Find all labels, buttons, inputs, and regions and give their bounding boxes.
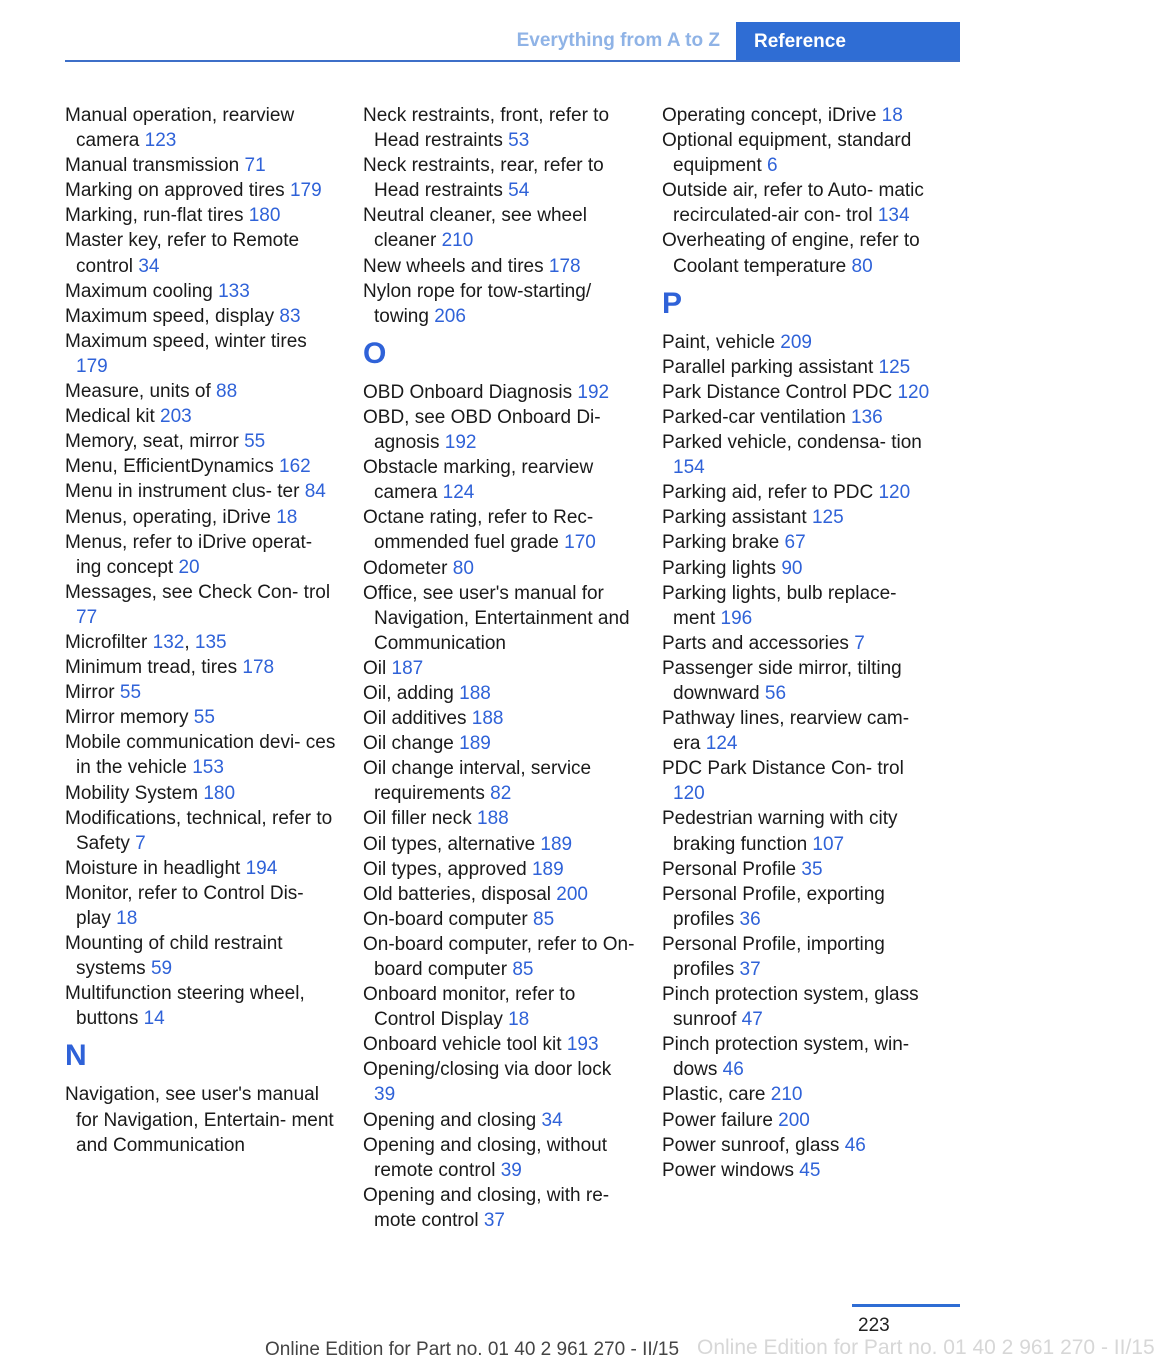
page-reference-link[interactable]: 187: [391, 657, 424, 679]
page-reference-link[interactable]: 123: [144, 130, 177, 152]
index-entry: [662, 505, 934, 530]
index-entry-term: Personal Profile: [662, 858, 802, 880]
header-divider: [65, 60, 960, 62]
index-entry: [65, 454, 337, 479]
index-entry: [65, 981, 337, 1031]
index-entry-term: Old batteries, disposal: [363, 883, 557, 905]
page-reference-link[interactable]: 46: [844, 1134, 866, 1156]
page-reference-link[interactable]: 34: [138, 255, 160, 277]
page-reference-link[interactable]: 134: [877, 205, 910, 227]
index-entry: [662, 756, 934, 806]
page-reference-link[interactable]: 55: [119, 682, 142, 704]
index-entry-term: Parked-car ventilation: [662, 406, 852, 428]
page-number: 223: [858, 1315, 890, 1336]
index-entry: [363, 857, 635, 882]
page-reference-link[interactable]: 85: [512, 959, 534, 980]
index-entry-term: Measure, units of: [65, 381, 217, 403]
page-reference-link[interactable]: 132: [152, 631, 185, 653]
index-entry-term: Onboard monitor, refer to Control Display: [363, 984, 576, 1031]
index-entry-term: Office, see user's manual for Navigation, Entertainment and Communication: [363, 582, 630, 654]
index-entry-term: Medical kit: [65, 406, 161, 428]
index-entry: [65, 153, 337, 178]
index-entry: [363, 455, 635, 505]
index-entry-term: Parking brake: [662, 532, 785, 554]
page-reference-link[interactable]: 83: [279, 305, 301, 327]
page-reference-link[interactable]: 77: [76, 606, 98, 628]
page-reference-link[interactable]: 45: [799, 1159, 821, 1181]
page-reference-link[interactable]: 18: [881, 105, 903, 126]
page-reference-link[interactable]: 125: [878, 356, 911, 378]
index-entry: [363, 832, 635, 857]
page-reference-link[interactable]: 71: [244, 155, 266, 177]
page-reference-link[interactable]: 203: [160, 406, 192, 428]
index-entry: [662, 178, 934, 228]
page-reference-link[interactable]: 154: [673, 457, 705, 479]
page-reference-link[interactable]: 55: [193, 707, 215, 729]
index-entry-term: Mounting of child restraint systems: [65, 933, 283, 980]
index-entry-term: Menus, refer to iDrive operat‐ ing concept: [65, 531, 313, 578]
index-entry: [662, 857, 934, 882]
footer-divider: [852, 1304, 960, 1307]
index-entry-term: Odometer: [363, 557, 453, 579]
index-entry-term: Opening and closing, with re‐ mote control: [363, 1184, 610, 1231]
index-entry: [662, 882, 934, 932]
index-entry: [65, 479, 337, 504]
index-letter-heading: P: [662, 286, 683, 320]
page-reference-link[interactable]: 170: [564, 532, 596, 554]
index-entry: [65, 655, 337, 680]
index-entry: [662, 103, 934, 128]
index-entry-term: Overheating of engine, refer to Coolant temperature: [662, 230, 920, 277]
index-entry: [662, 1032, 934, 1082]
index-entry-term: Maximum speed, winter tires: [65, 330, 307, 352]
page-reference-link[interactable]: 125: [811, 507, 844, 529]
index-entry-term: Master key, refer to Remote control: [65, 230, 300, 277]
index-entry: [65, 856, 337, 881]
page-reference-link[interactable]: 80: [452, 557, 474, 579]
index-entry: [363, 681, 635, 706]
page-reference-link[interactable]: 194: [245, 857, 278, 879]
index-entry: [363, 254, 635, 279]
index-entry: [363, 1108, 635, 1133]
index-entry: [363, 706, 635, 731]
page-reference-link[interactable]: 18: [116, 908, 138, 929]
index-entry: [363, 1183, 635, 1233]
index-entry-term: Maximum speed, display: [65, 305, 280, 327]
index-entry-term: Parked vehicle, condensa‐ tion: [662, 432, 922, 454]
header-reference-tab[interactable]: Reference: [736, 22, 960, 62]
page-reference-link[interactable]: 178: [242, 657, 275, 679]
index-entry: [662, 380, 934, 405]
watermark: Online Edition for Part no. 01 40 2 961 270 - II/15: [697, 1336, 1155, 1359]
index-entry-term: Oil filler neck: [363, 808, 478, 830]
index-entry: [363, 103, 635, 153]
index-entry: [662, 1158, 934, 1183]
index-entry-term: Pinch protection system, win‐ dows: [662, 1034, 910, 1081]
page-reference-link[interactable]: 7: [135, 832, 146, 854]
page-reference-link[interactable]: 206: [434, 305, 466, 327]
index-entry-term: Neck restraints, rear, refer to Head restraints: [363, 155, 604, 202]
index-entry: [363, 806, 635, 831]
index-entry-term: Memory, seat, mirror: [65, 431, 245, 453]
page-reference-link[interactable]: 6: [767, 155, 778, 177]
page-reference-link[interactable]: 120: [878, 482, 911, 504]
page-reference-link[interactable]: 88: [216, 381, 238, 403]
page-reference-link[interactable]: 209: [780, 331, 812, 353]
index-entry: [363, 380, 635, 405]
index-entry: [662, 556, 934, 581]
index-entry-term: Nylon rope for tow-starting/ towing: [363, 280, 592, 327]
index-entry-term: Park Distance Control PDC: [662, 381, 898, 403]
page-reference-link[interactable]: 55: [244, 431, 266, 453]
index-entry-term: Multifunction steering wheel, buttons: [65, 983, 305, 1030]
page-reference-link[interactable]: 192: [577, 381, 610, 403]
index-entry: [662, 982, 934, 1032]
index-entry: [662, 932, 934, 982]
index-entry: [662, 706, 934, 756]
index-entry-term: Navigation, see user's manual for Navigation, Entertain‐ ment and Communication: [65, 1084, 334, 1156]
index-entry-term: New wheels and tires: [363, 255, 549, 277]
index-entry: [662, 806, 934, 856]
index-entry-term: Oil additives: [363, 708, 472, 730]
index-entry: [363, 1057, 635, 1107]
index-entry: [65, 279, 337, 304]
index-entry-term: Mobile communication devi‐ ces in the vehicle: [65, 732, 336, 779]
index-entry: [65, 429, 337, 454]
index-entry-term: Oil types, approved: [363, 858, 532, 880]
index-entry: [65, 329, 337, 379]
page-reference-link[interactable]: 188: [459, 682, 491, 704]
index-entry-term: Operating concept, iDrive: [662, 105, 882, 126]
index-entry-term: Opening and closing, without remote control: [363, 1134, 607, 1181]
index-entry: [363, 756, 635, 806]
index-entry-term: OBD, see OBD Onboard Di‐ agnosis: [363, 406, 601, 454]
index-entry-term: Power failure: [662, 1109, 779, 1131]
index-entry-term: Microfilter: [65, 631, 153, 653]
index-entry-term: Optional equipment, standard equipment: [662, 130, 912, 177]
index-entry-term: Parking aid, refer to PDC: [662, 482, 879, 504]
page-reference-link[interactable]: 193: [566, 1034, 599, 1056]
page-reference-link[interactable]: 210: [441, 230, 474, 252]
page-reference-link[interactable]: 153: [192, 757, 224, 779]
index-entry: [65, 203, 337, 228]
index-entry-term: On-board computer, refer to On-board computer: [363, 933, 635, 980]
page-reference-link[interactable]: 136: [851, 406, 883, 428]
page-reference-link[interactable]: 20: [178, 556, 200, 578]
index-entry: [662, 656, 934, 706]
page-reference-link[interactable]: 133: [218, 280, 250, 302]
index-entry-term: Parallel parking assistant: [662, 356, 879, 378]
index-entry-term: OBD Onboard Diagnosis: [363, 381, 578, 403]
index-entry-term: Menus, operating, iDrive: [65, 506, 277, 528]
page-reference-link[interactable]: 36: [739, 908, 761, 930]
index-entry: [65, 680, 337, 705]
index-letter-heading: N: [65, 1039, 87, 1073]
edition-footer: Online Edition for Part no. 01 40 2 961 270 - II/15: [265, 1339, 680, 1360]
index-letter-heading: O: [363, 336, 387, 370]
index-entry: [65, 304, 337, 329]
index-entry-term: Obstacle marking, rearview camera: [363, 457, 594, 504]
index-entry-term: Outside air, refer to Auto‐ matic recirculated-air con‐ trol: [662, 180, 924, 227]
index-entry-term: Messages, see Check Con‐ trol: [65, 581, 331, 603]
page-reference-link[interactable]: 67: [784, 532, 806, 554]
index-entry-term: Passenger side mirror, tilting downward: [662, 657, 902, 704]
index-entry-term: Personal Profile, exporting profiles: [662, 883, 885, 930]
index-entry: [65, 228, 337, 278]
page-reference-link[interactable]: 178: [548, 255, 581, 277]
index-entry: [363, 153, 635, 203]
index-entry-term: Moisture in headlight: [65, 857, 246, 879]
index-entry: [363, 1032, 635, 1057]
index-entry-term: Octane rating, refer to Rec‐ ommended fuel grade: [363, 507, 594, 554]
page-reference-link[interactable]: 82: [490, 783, 512, 805]
page-reference-link[interactable]: 188: [477, 808, 509, 830]
page-reference-link[interactable]: 135: [194, 631, 227, 653]
page-reference-link[interactable]: 200: [778, 1109, 810, 1131]
index-entry-term: On-board computer: [363, 908, 534, 930]
index-entry-term: Pinch protection system, glass sunroof: [662, 984, 919, 1031]
index-entry-term: Minimum tread, tires: [65, 657, 243, 679]
index-entry: [363, 731, 635, 756]
index-entry-term: Mirror memory: [65, 707, 194, 729]
index-entry-term: Opening and closing: [363, 1109, 542, 1131]
index-entry: [363, 656, 635, 681]
index-entry-term: Power windows: [662, 1159, 800, 1181]
index-entry: [363, 279, 635, 329]
page-reference-link[interactable]: 107: [812, 833, 845, 855]
page-reference-link[interactable]: 84: [304, 481, 326, 503]
index-entry-term: Opening/closing via door lock: [363, 1059, 612, 1081]
index-entry-term: Parking assistant: [662, 507, 812, 529]
index-entry-term: Oil change: [363, 733, 460, 755]
page-reference-link[interactable]: 120: [673, 783, 705, 805]
index-entry: [662, 330, 934, 355]
page-reference-link[interactable]: 189: [459, 733, 491, 755]
index-entry: [662, 1082, 934, 1107]
page-reference-link[interactable]: 35: [801, 858, 823, 880]
page-reference-link[interactable]: 54: [508, 180, 530, 202]
index-entry: [65, 580, 337, 630]
index-entry: [662, 581, 934, 631]
index-entry-term: Parking lights: [662, 557, 782, 579]
index-entry-term: Parts and accessories: [662, 632, 855, 654]
index-entry: [363, 882, 635, 907]
index-entry: [65, 781, 337, 806]
index-entry: [363, 581, 635, 656]
index-entry-term: Oil change interval, service requirements: [363, 758, 592, 805]
index-entry-term: Oil: [363, 657, 392, 679]
page-reference-link[interactable]: 179: [76, 355, 108, 377]
index-entry: [662, 480, 934, 505]
index-entry: [363, 505, 635, 555]
index-entry-term: Mirror: [65, 682, 120, 704]
index-entry: [363, 1133, 635, 1183]
index-entry: [662, 228, 934, 278]
index-entry-term: Modifications, technical, refer to Safety: [65, 807, 333, 854]
page-reference-link[interactable]: 124: [705, 733, 738, 755]
page-reference-link[interactable]: 179: [289, 180, 322, 202]
page-reference-link[interactable]: 18: [276, 506, 298, 528]
index-entry: [65, 705, 337, 730]
page-reference-link[interactable]: 124: [442, 482, 475, 504]
page-reference-link[interactable]: 56: [764, 682, 787, 704]
page-reference-link[interactable]: 37: [739, 959, 761, 980]
page-reference-link[interactable]: 47: [741, 1009, 763, 1031]
index-entry-term: Mobility System: [65, 782, 204, 804]
index-entry: [662, 631, 934, 656]
index-entry: [363, 982, 635, 1032]
index-entry: [662, 1133, 934, 1158]
index-entry: [363, 932, 635, 982]
header-section-title: Everything from A to Z: [516, 30, 720, 51]
index-entry: [662, 530, 934, 555]
index-entry-term: Neutral cleaner, see wheel cleaner: [363, 205, 587, 252]
page-reference-link[interactable]: 188: [471, 708, 504, 730]
index-entry-term: Parking lights, bulb replace‐ ment: [662, 582, 897, 629]
index-entry: [65, 103, 337, 153]
page-reference-link[interactable]: 90: [781, 557, 803, 579]
page-reference-link[interactable]: 7: [854, 632, 865, 654]
index-entry: [65, 881, 337, 931]
page-reference-link[interactable]: 192: [444, 432, 477, 454]
index-entry-term: Plastic, care: [662, 1084, 771, 1106]
page-reference-link[interactable]: 189: [540, 833, 573, 855]
page-reference-link[interactable]: 85: [533, 908, 555, 930]
index-entry: [662, 355, 934, 380]
index-entry-term: Neck restraints, front, refer to Head restraints: [363, 105, 610, 152]
index-entry-term: Power sunroof, glass: [662, 1134, 845, 1156]
index-entry-term: Menu, EfficientDynamics: [65, 456, 280, 478]
index-entry: [65, 178, 337, 203]
index-entry-term: Marking, run-flat tires: [65, 205, 249, 227]
page-reference-link[interactable]: 210: [770, 1084, 803, 1106]
page-reference-link[interactable]: 80: [851, 255, 873, 277]
index-entry-term: Paint, vehicle: [662, 331, 781, 353]
page-reference-link[interactable]: 46: [722, 1059, 744, 1081]
page-reference-link[interactable]: 59: [150, 958, 173, 980]
index-entry: [65, 530, 337, 580]
index-entry-term: Onboard vehicle tool kit: [363, 1034, 567, 1056]
page-reference-link[interactable]: 53: [508, 130, 530, 152]
index-entry: [363, 203, 635, 253]
page-reference-link[interactable]: 37: [483, 1209, 505, 1231]
index-entry-term: Pedestrian warning with city braking function: [662, 808, 898, 855]
index-entry-term: PDC Park Distance Con‐ trol: [662, 758, 904, 780]
index-column-3: [662, 103, 934, 1183]
index-entry-term: Oil types, alternative: [363, 833, 541, 855]
index-entry: [363, 405, 635, 455]
index-entry-term: Manual transmission: [65, 155, 245, 177]
index-entry-term: Manual operation, rearview camera: [65, 105, 295, 152]
index-entry: [363, 556, 635, 581]
index-entry: [662, 128, 934, 178]
page-reference-link[interactable]: 18: [508, 1009, 530, 1031]
page-reference-link[interactable]: 39: [374, 1084, 396, 1106]
page-reference-link[interactable]: 120: [897, 381, 930, 403]
page-reference-link[interactable]: 180: [203, 782, 236, 804]
index-entry-term: Personal Profile, importing profiles: [662, 933, 885, 980]
page-reference-link[interactable]: 200: [556, 883, 588, 905]
index-entry: [662, 430, 934, 480]
index-entry: [65, 730, 337, 780]
index-entry-term: Menu in instrument clus‐ ter: [65, 481, 305, 503]
index-entry: [65, 379, 337, 404]
index-entry: [65, 404, 337, 429]
index-entry-term: Oil, adding: [363, 682, 460, 704]
index-entry: [65, 505, 337, 530]
page-reference-link[interactable]: 180: [248, 205, 281, 227]
page-reference-link[interactable]: 14: [143, 1008, 165, 1030]
page-reference-link[interactable]: 34: [541, 1109, 563, 1131]
index-entry-term: Monitor, refer to Control Dis‐ play: [65, 882, 304, 929]
index-entry: [662, 1108, 934, 1133]
page-reference-link[interactable]: 162: [279, 456, 311, 478]
index-entry-term: Marking on approved tires: [65, 180, 290, 202]
index-column-2: [363, 103, 635, 1233]
page-reference-link[interactable]: 189: [531, 858, 564, 880]
page-reference-link[interactable]: 39: [500, 1159, 522, 1181]
index-entry: [363, 907, 635, 932]
page-reference-link[interactable]: 196: [720, 607, 753, 629]
index-column-1: [65, 103, 337, 1158]
index-entry: Microfilter 132, 135: [65, 631, 227, 653]
index-entry: [65, 806, 337, 856]
index-entry: [65, 1082, 337, 1157]
index-entry-term: Pathway lines, rearview cam‐ era: [662, 708, 910, 755]
index-entry-term: Maximum cooling: [65, 280, 219, 302]
index-entry: [65, 931, 337, 981]
index-entry: [662, 405, 934, 430]
